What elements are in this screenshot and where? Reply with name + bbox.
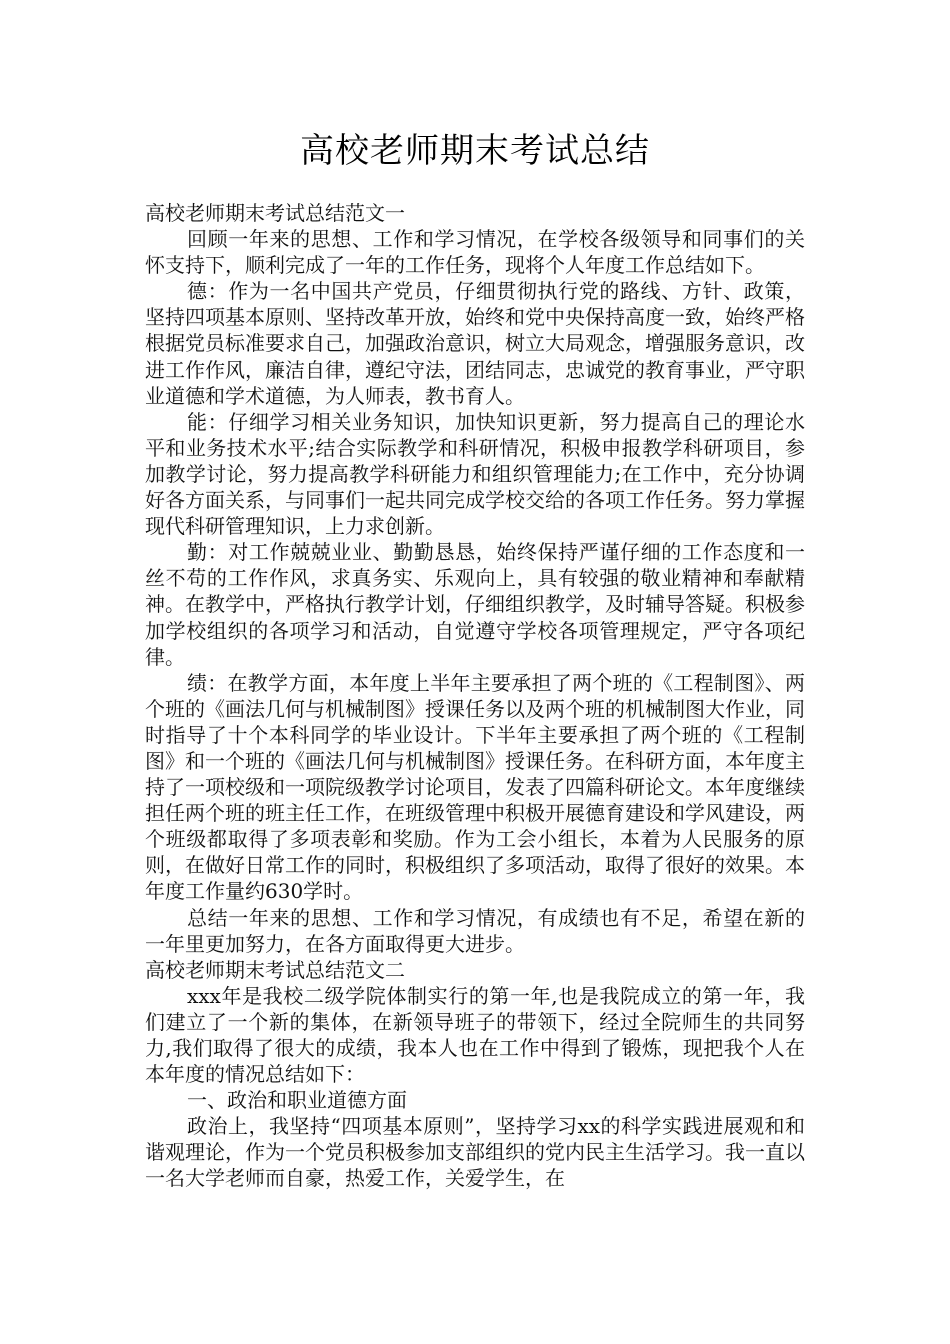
section-heading-1: 高校老师期末考试总结范文一 [145, 201, 405, 225]
paragraph: 政治上，我坚持“四项基本原则”，坚持学习xx的科学实践进展观和和谐观理论，作为一个党员积极参加支部组织的党内民主生活学习。我一直以一名大学老师而自豪，热爱工作，关爱学生，在 [145, 1114, 805, 1191]
paragraph: 绩：在教学方面，本年度上半年主要承担了两个班的《工程制图》、两个班的《画法几何与机械制图》授课任务以及两个班的机械制图大作业，同时指导了十个本科同学的毕业设计。下半年主要承担了两个班的《工程制图》和一个班的《画法几何与机械制图》授课任务。在科研方面，本年度主持了一项校级和一项院级教学讨论项目，发表了四篇科研论文。本年度继续担任两个班的班主任工作，在班级管理中积极开展德育建设和学风建设，两个班级都取得了多项表彰和奖励。作为工会小组长，本着为人民服务的原则，在做好日常工作的同时，积极组织了多项活动，取得了很好的效果。本年度工作量约630学时。 [145, 670, 805, 904]
paragraph: 勤：对工作兢兢业业、勤勤恳恳，始终保持严谨仔细的工作态度和一丝不苟的工作作风，求真务实、乐观向上，具有较强的敬业精神和奉献精神。在教学中，严格执行教学计划，仔细组织教学，及时辅导答疑。积极参加学校组织的各项学习和活动，自觉遵守学校各项管理规定，严守各项纪律。 [145, 540, 805, 669]
document-title: 高校老师期末考试总结 [300, 131, 650, 171]
paragraph: 总结一年来的思想、工作和学习情况，有成绩也有不足，希望在新的一年里更加努力，在各方面取得更大进步。 [145, 905, 805, 956]
paragraph: 德：作为一名中国共产党员，仔细贯彻执行党的路线、方针、政策，坚持四项基本原则、坚持改革开放，始终和党中央保持高度一致，始终严格根据党员标准要求自己，加强政治意识，树立大局观念，增强服务意识，改进工作作风，廉洁自律，遵纪守法，团结同志，忠诚党的教育事业，严守职业道德和学术道德，为人师表，教书育人。 [145, 279, 805, 408]
paragraph: 能：仔细学习相关业务知识，加快知识更新，努力提高自己的理论水平和业务技术水平;结合实际教学和科研情况，积极申报教学科研项目，参加教学讨论，努力提高教学科研能力和组织管理能力;在工作中，充分协调好各方面关系，与同事们一起共同完成学校交给的各项工作任务。努力掌握现代科研管理知识，上力求创新。 [145, 409, 805, 539]
paragraph: 回顾一年来的思想、工作和学习情况，在学校各级领导和同事们的关怀支持下，顺利完成了一年的工作任务，现将个人年度工作总结如下。 [145, 227, 805, 278]
document-body [145, 200, 805, 1192]
section-heading-2: 高校老师期末考试总结范文二 [145, 957, 405, 982]
paragraph: xxx年是我校二级学院体制实行的第一年,也是我院成立的第一年，我们建立了一个新的集体，在新领导班子的带领下，经过全院师生的共同努力,我们取得了很大的成绩，我本人也在工作中得到了锻炼，现把我个人在本年度的情况总结如下： [145, 983, 805, 1087]
subsection-heading: 一、政治和职业道德方面 [187, 1088, 407, 1113]
